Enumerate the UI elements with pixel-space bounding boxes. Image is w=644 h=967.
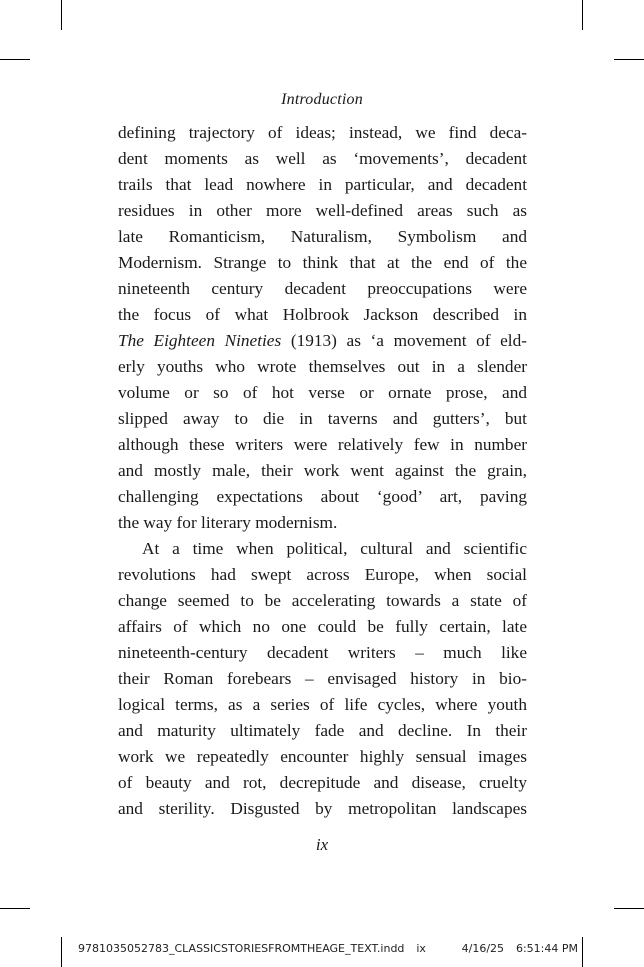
body-text [118, 120, 527, 822]
text-line: and sterility. Disgusted by metropolitan landscapes [118, 799, 527, 818]
text-line: revolutions had swept across Europe, when social [118, 565, 527, 584]
crop-mark-bottom-right [582, 937, 583, 967]
slug-filename: 9781035052783_CLASSICSTORIESFROMTHEAGE_TEXT.indd [78, 942, 405, 955]
text-line: and mostly male, their work went against the grain, [118, 461, 527, 480]
text-line: residues in other more well-defined areas such as [118, 201, 527, 220]
crop-mark-left-upper [0, 59, 30, 60]
text-line: trails that lead nowhere in particular, and decadent [118, 175, 527, 194]
text-line-with-title [118, 328, 527, 354]
text-line: although these writers were relatively few in number [118, 435, 527, 454]
text-line: nineteenth century decadent preoccupations were [118, 279, 527, 298]
running-head: Introduction [281, 91, 363, 108]
slug-time: 6:51:44 PM [515, 942, 578, 955]
text-line: logical terms, as a series of life cycles, where youth [118, 695, 527, 714]
crop-mark-right-upper [614, 59, 644, 60]
crop-mark-left-lower [0, 908, 30, 909]
text-line: their Roman forebears – envisaged history in bio- [118, 669, 527, 688]
text-line-rest: (1913) as ‘a movement of eld- [281, 331, 528, 350]
print-slug [78, 942, 578, 955]
text-line: the way for literary modernism. [118, 513, 338, 532]
text-line: late Romanticism, Naturalism, Symbolism and [118, 227, 527, 246]
slug-page: ix [416, 942, 426, 955]
text-line: challenging expectations about ‘good’ art, paving [118, 487, 527, 506]
text-line: volume or so of hot verse or ornate prose, and [118, 383, 527, 402]
text-line: Modernism. Strange to think that at the end of the [118, 253, 527, 272]
crop-mark-right-lower [614, 908, 644, 909]
text-line: nineteenth-century decadent writers – much like [118, 643, 527, 662]
text-line: and maturity ultimately fade and decline. In their [118, 721, 527, 740]
text-line: work we repeatedly encounter highly sensual images [118, 747, 527, 766]
text-line: dent moments as well as ‘movements’, decadent [118, 149, 527, 168]
text-line: change seemed to be accelerating towards a state of [118, 591, 527, 610]
crop-mark-top-right [582, 0, 583, 30]
text-line: affairs of which no one could be fully certain, late [118, 617, 527, 636]
page-number: ix [315, 835, 329, 854]
text-line: the focus of what Holbrook Jackson described in [118, 305, 527, 324]
text-line: defining trajectory of ideas; instead, we find deca- [118, 123, 527, 142]
book-title: The Eighteen Nineties [118, 331, 282, 350]
text-line: At a time when political, cultural and scientific [142, 539, 527, 558]
slug-date: 4/16/25 [461, 942, 505, 955]
text-line: of beauty and rot, decrepitude and disease, cruelty [118, 773, 527, 792]
crop-mark-bottom-left [61, 937, 62, 967]
text-line: erly youths who wrote themselves out in a slender [118, 357, 527, 376]
text-line: slipped away to die in taverns and gutters’, but [118, 409, 527, 428]
crop-mark-top-left [61, 0, 62, 30]
